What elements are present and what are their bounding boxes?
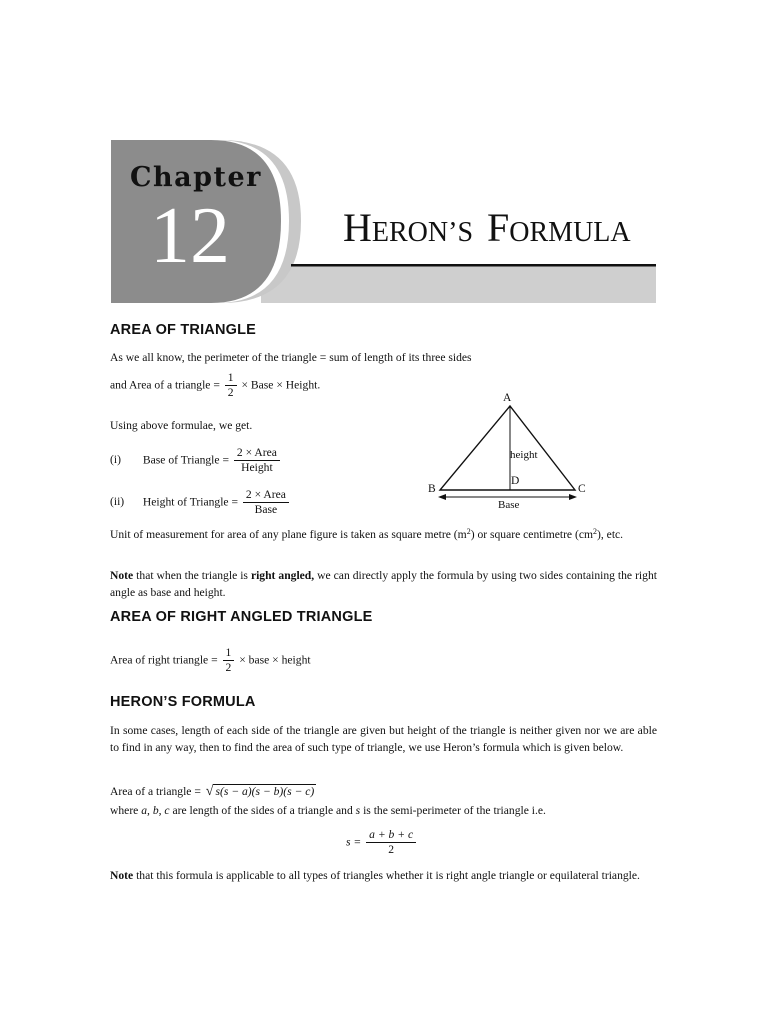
semi-perimeter-formula: s = $\frac{a + b + c}{2}$ bbox=[346, 829, 418, 856]
unit-paragraph: Unit of measurement for area of any plane figure is taken as square metre $(m^2)$ or square centimetre $(cm^2)$, etc. bbox=[110, 527, 624, 541]
where-line: where a, b, c are length of the sides of a triangle and s is the semi-perimeter of the triangle i.e. bbox=[110, 804, 546, 817]
fraction-semi-perimeter: $\frac{a + b + c}{2}$ bbox=[366, 829, 416, 856]
fraction-half-right: $\frac{1}{2}$ bbox=[223, 647, 235, 674]
fraction-height: $\frac{\text{2 × Area}}{\text{Base}}$ bbox=[243, 489, 289, 516]
foot-label-d: D bbox=[511, 475, 520, 487]
height-formula-item: (ii) Height of Triangle = $\frac{\text{2 × Area}}{\text{Base}}$ bbox=[110, 489, 291, 516]
using-line: Using above formulae, we get. bbox=[110, 419, 253, 432]
triangle-diagram bbox=[420, 392, 600, 517]
vertex-label-c: C bbox=[578, 483, 586, 495]
chapter-number: 12 bbox=[150, 192, 230, 280]
right-angle-note: Note that when the triangle is right angled, we can directly apply the formula by using two sides containing the right angle as base and height. bbox=[110, 569, 657, 599]
section-heading-herons-formula: HERON’S FORMULA bbox=[110, 694, 256, 710]
fraction-base: $\frac{\text{2 × Area}}{\text{Height}}$ bbox=[234, 447, 280, 474]
section-heading-area-of-triangle: AREA OF TRIANGLE bbox=[110, 322, 257, 338]
base-label: Base bbox=[498, 499, 520, 511]
right-triangle-formula: Area of right triangle = $\frac{1}{2}$ × base × height bbox=[110, 646, 311, 675]
chapter-title: HERON’S FORMULA bbox=[343, 205, 631, 250]
radicand: s(s − a)(s − b)(s − c) bbox=[215, 785, 315, 798]
fraction-half: $\frac{1}{2}$ bbox=[225, 372, 237, 399]
heron-formula-line: Area of a triangle = √ s(s − a)(s − b)(s − c) bbox=[110, 784, 315, 799]
perimeter-line: As we all know, the perimeter of the triangle = sum of length of its three sides bbox=[110, 351, 472, 364]
height-label: height bbox=[510, 449, 538, 461]
vertex-label-a: A bbox=[503, 392, 512, 404]
section-heading-right-triangle: AREA OF RIGHT ANGLED TRIANGLE bbox=[110, 609, 373, 625]
chapter-label: Chapter bbox=[130, 162, 262, 193]
square-root-symbol: √ bbox=[205, 784, 214, 799]
area-formula-line: and Area of a triangle = $\frac{1}{2}$ × Base × Height. bbox=[110, 371, 321, 400]
vertex-label-b: B bbox=[428, 483, 436, 495]
heron-intro-paragraph: In some cases, length of each side of the triangle are given but height of the triangle is neither given nor we are able to find in any way, then to find the area of such type of triangle, we use Heron’s formula which is given below. bbox=[110, 724, 657, 754]
base-formula-item: (i) Base of Triangle = $\frac{\text{2 × Area}}{\text{Height}}$ bbox=[110, 447, 282, 474]
heron-note: Note that this formula is applicable to all types of triangles whether it is right angle triangle or equilateral triangle. bbox=[110, 869, 640, 882]
